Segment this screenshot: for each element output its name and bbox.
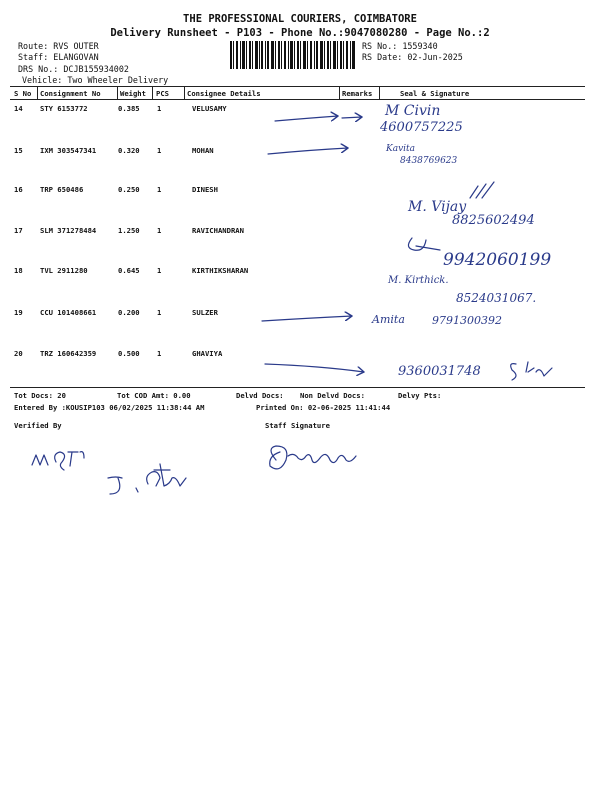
arrow-row-20 <box>265 364 364 372</box>
row-weight: 0.200 <box>118 308 140 317</box>
row-consignee: MOHAN <box>192 146 214 155</box>
hw-phone-20: 9360031748 <box>398 364 481 379</box>
verified-signature-1 <box>32 452 84 470</box>
runsheet-title: Delivery Runsheet - P103 - Phone No.:9047080280 - Page No.:2 <box>110 27 490 39</box>
row-sno: 19 <box>14 308 23 317</box>
col-header-remarks: Remarks <box>342 89 373 98</box>
row-weight: 0.320 <box>118 146 140 155</box>
row-consignee: DINESH <box>192 185 218 194</box>
row-consignment: CCU 101408661 <box>40 308 97 317</box>
drs-number: DRS No.: DCJB155934002 <box>18 64 129 74</box>
row-sno: 16 <box>14 185 23 194</box>
tot-docs: Tot Docs: 20 <box>14 391 66 400</box>
hw-phone-17: 9942060199 <box>443 250 552 270</box>
col-header-seal: Seal & Signature <box>400 89 470 98</box>
rs-number: RS No.: 1559340 <box>362 41 438 51</box>
row-consignee: GHAVIYA <box>192 349 223 358</box>
hw-phone-18: 8524031067. <box>456 291 537 305</box>
row-consignment: STY 6153772 <box>40 104 88 113</box>
row-pcs: 1 <box>157 146 162 155</box>
row-consignment: SLM 371278484 <box>40 226 97 235</box>
row-weight: 0.250 <box>118 185 140 194</box>
hw-name-18: M. Kirthick. <box>388 275 449 286</box>
tot-cod-amount: Tot COD Amt: 0.00 <box>117 391 191 400</box>
entered-by: Entered By :KOUSIP103 06/02/2025 11:38:44 AM <box>14 403 205 412</box>
row-consignee: SULZER <box>192 308 218 317</box>
row-sno: 15 <box>14 146 23 155</box>
col-header-consignment: Consignment No <box>40 89 101 98</box>
hw-name-15: Kavita <box>386 144 416 154</box>
hw-phone-16: 8825602494 <box>452 213 535 228</box>
staff-label: Staff: ELANGOVAN <box>18 52 99 62</box>
row-consignee: KIRTHIKSHARAN <box>192 266 249 275</box>
row-pcs: 1 <box>157 349 162 358</box>
hw-name-16: M. Vijay <box>408 199 467 215</box>
row-consignment: TRZ 160642359 <box>40 349 97 358</box>
hw-scribble-17 <box>408 238 440 250</box>
row-sno: 14 <box>14 104 23 113</box>
arrow-row-19 <box>262 316 352 321</box>
row-weight: 0.645 <box>118 266 140 275</box>
row-consignment: TRP 650486 <box>40 185 84 194</box>
row-sno: 18 <box>14 266 23 275</box>
printed-on: Printed On: 02-06-2025 11:41:44 <box>256 403 391 412</box>
rs-date: RS Date: 02-Jun-2025 <box>362 52 463 62</box>
col-header-pcs: PCS <box>156 89 169 98</box>
row-consignee: VELUSAMY <box>192 104 227 113</box>
row-sno: 17 <box>14 226 23 235</box>
hw-name-14: M Civin <box>385 103 441 119</box>
row-pcs: 1 <box>157 308 162 317</box>
col-header-sno: S No <box>14 89 32 98</box>
row-pcs: 1 <box>157 226 162 235</box>
hw-phone-14: 4600757225 <box>380 120 463 135</box>
hw-phone-19: 9791300392 <box>432 314 502 327</box>
staff-signature-scribble <box>270 446 356 469</box>
row-pcs: 1 <box>157 185 162 194</box>
row-consignment: IXM 303547341 <box>40 146 97 155</box>
route-label: Route: RVS OUTER <box>18 41 99 51</box>
hw-phone-15: 8438769623 <box>400 156 458 166</box>
verified-signature-2 <box>108 464 186 494</box>
arrow-row-14b <box>342 117 362 118</box>
hw-scribble-16 <box>470 182 494 198</box>
row-consignee: RAVICHANDRAN <box>192 226 244 235</box>
vehicle-label: Vehicle: Two Wheeler Delivery <box>22 75 169 85</box>
hw-initials-20 <box>511 362 552 380</box>
row-sno: 20 <box>14 349 23 358</box>
non-delvd-docs: Non Delvd Docs: <box>300 391 365 400</box>
col-header-weight: Weight <box>120 89 146 98</box>
row-pcs: 1 <box>157 104 162 113</box>
arrow-row-15 <box>268 148 348 154</box>
totals-rule <box>10 387 585 388</box>
verified-by-label: Verified By <box>14 421 62 430</box>
row-consignment: TVL 2911280 <box>40 266 88 275</box>
row-pcs: 1 <box>157 266 162 275</box>
row-weight: 0.385 <box>118 104 140 113</box>
arrow-row-14 <box>275 116 338 121</box>
delvd-docs: Delvd Docs: <box>236 391 284 400</box>
hw-name-19: Amita <box>372 313 405 326</box>
company-name: THE PROFESSIONAL COURIERS, COIMBATORE <box>183 13 417 25</box>
row-weight: 0.500 <box>118 349 140 358</box>
row-weight: 1.250 <box>118 226 140 235</box>
staff-signature-label: Staff Signature <box>265 421 330 430</box>
delvy-pts: Delvy Pts: <box>398 391 442 400</box>
col-header-consignee: Consignee Details <box>187 89 261 98</box>
